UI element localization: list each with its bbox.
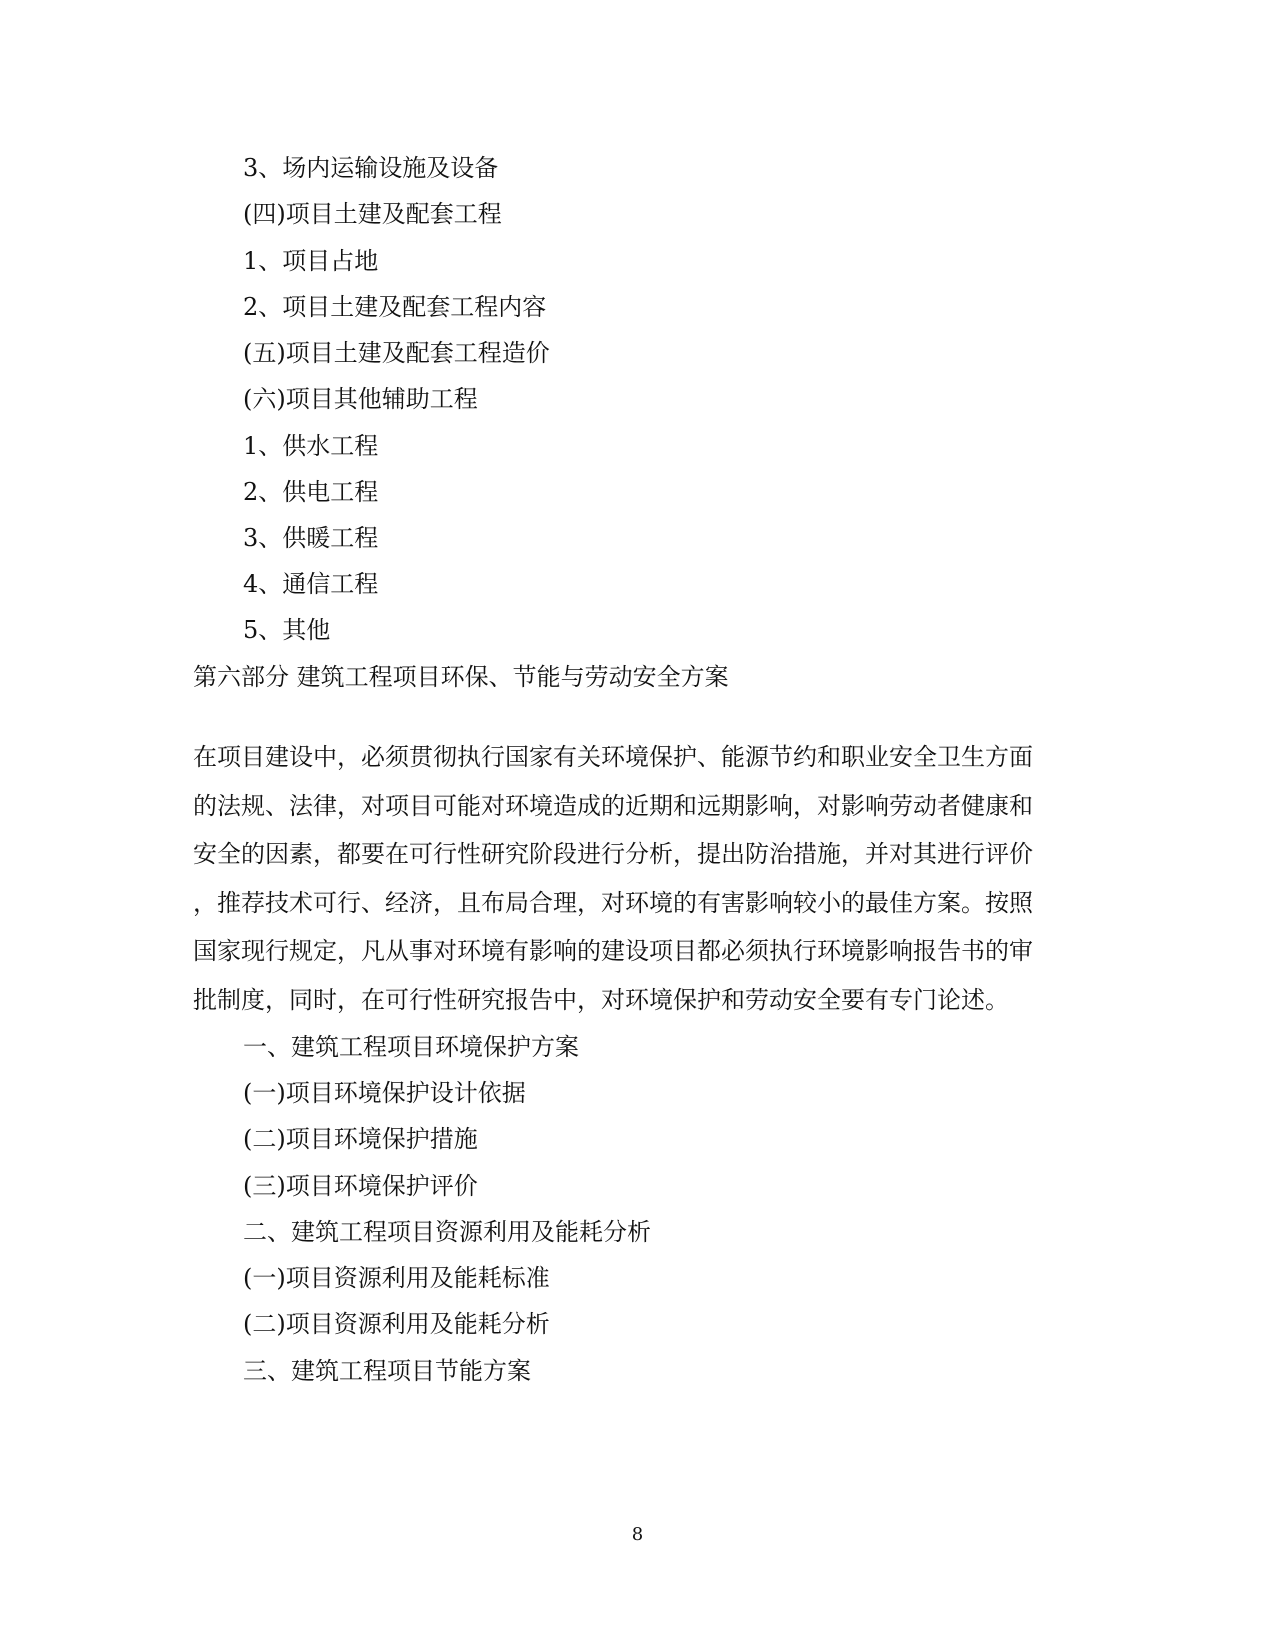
body-paragraph	[193, 733, 1073, 1024]
list-item: (一)项目环境保护设计依据	[243, 1079, 526, 1107]
paragraph-line: 在项目建设中，必须贯彻执行国家有关环境保护、能源节约和职业安全卫生方面	[193, 743, 1033, 771]
page-number: 8	[631, 1524, 644, 1545]
list-item: 2、项目土建及配套工程内容	[243, 293, 547, 321]
paragraph-line: 的法规、法律，对项目可能对环境造成的近期和远期影响，对影响劳动者健康和	[193, 791, 1033, 820]
list-item: (四)项目土建及配套工程	[243, 200, 502, 228]
list-item: (一)项目资源利用及能耗标准	[243, 1264, 550, 1292]
paragraph-line: 国家现行规定，凡从事对环境有影响的建设项目都必须执行环境影响报告书的审	[193, 937, 1033, 965]
list-item: (二)项目环境保护措施	[243, 1125, 478, 1153]
list-item: (五)项目土建及配套工程造价	[243, 339, 550, 367]
list-item: 三、建筑工程项目节能方案	[243, 1357, 531, 1385]
list-item: 一、建筑工程项目环境保护方案	[243, 1033, 579, 1061]
list-item: 1、项目占地	[243, 247, 379, 275]
list-item: 4、通信工程	[243, 570, 379, 598]
list-item: 3、供暖工程	[243, 524, 379, 552]
section-heading: 第六部分 建筑工程项目环保、节能与劳动安全方案	[193, 663, 729, 691]
paragraph-line: 批制度，同时，在可行性研究报告中，对环境保护和劳动安全要有专门论述。	[193, 985, 1009, 1014]
paragraph-line: ，推荐技术可行、经济，且布局合理，对环境的有害影响较小的最佳方案。按照	[193, 888, 1033, 917]
list-item: 1、供水工程	[243, 432, 379, 460]
paragraph-line: 安全的因素，都要在可行性研究阶段进行分析，提出防治措施，并对其进行评价	[193, 840, 1033, 868]
list-item: 5、其他	[243, 616, 331, 644]
list-item: (六)项目其他辅助工程	[243, 385, 478, 413]
list-item: 3、场内运输设施及设备	[243, 154, 499, 182]
list-item: (二)项目资源利用及能耗分析	[243, 1310, 550, 1338]
list-item: 二、建筑工程项目资源利用及能耗分析	[243, 1218, 651, 1246]
list-item: 2、供电工程	[243, 478, 379, 506]
list-item: (三)项目环境保护评价	[243, 1172, 478, 1200]
